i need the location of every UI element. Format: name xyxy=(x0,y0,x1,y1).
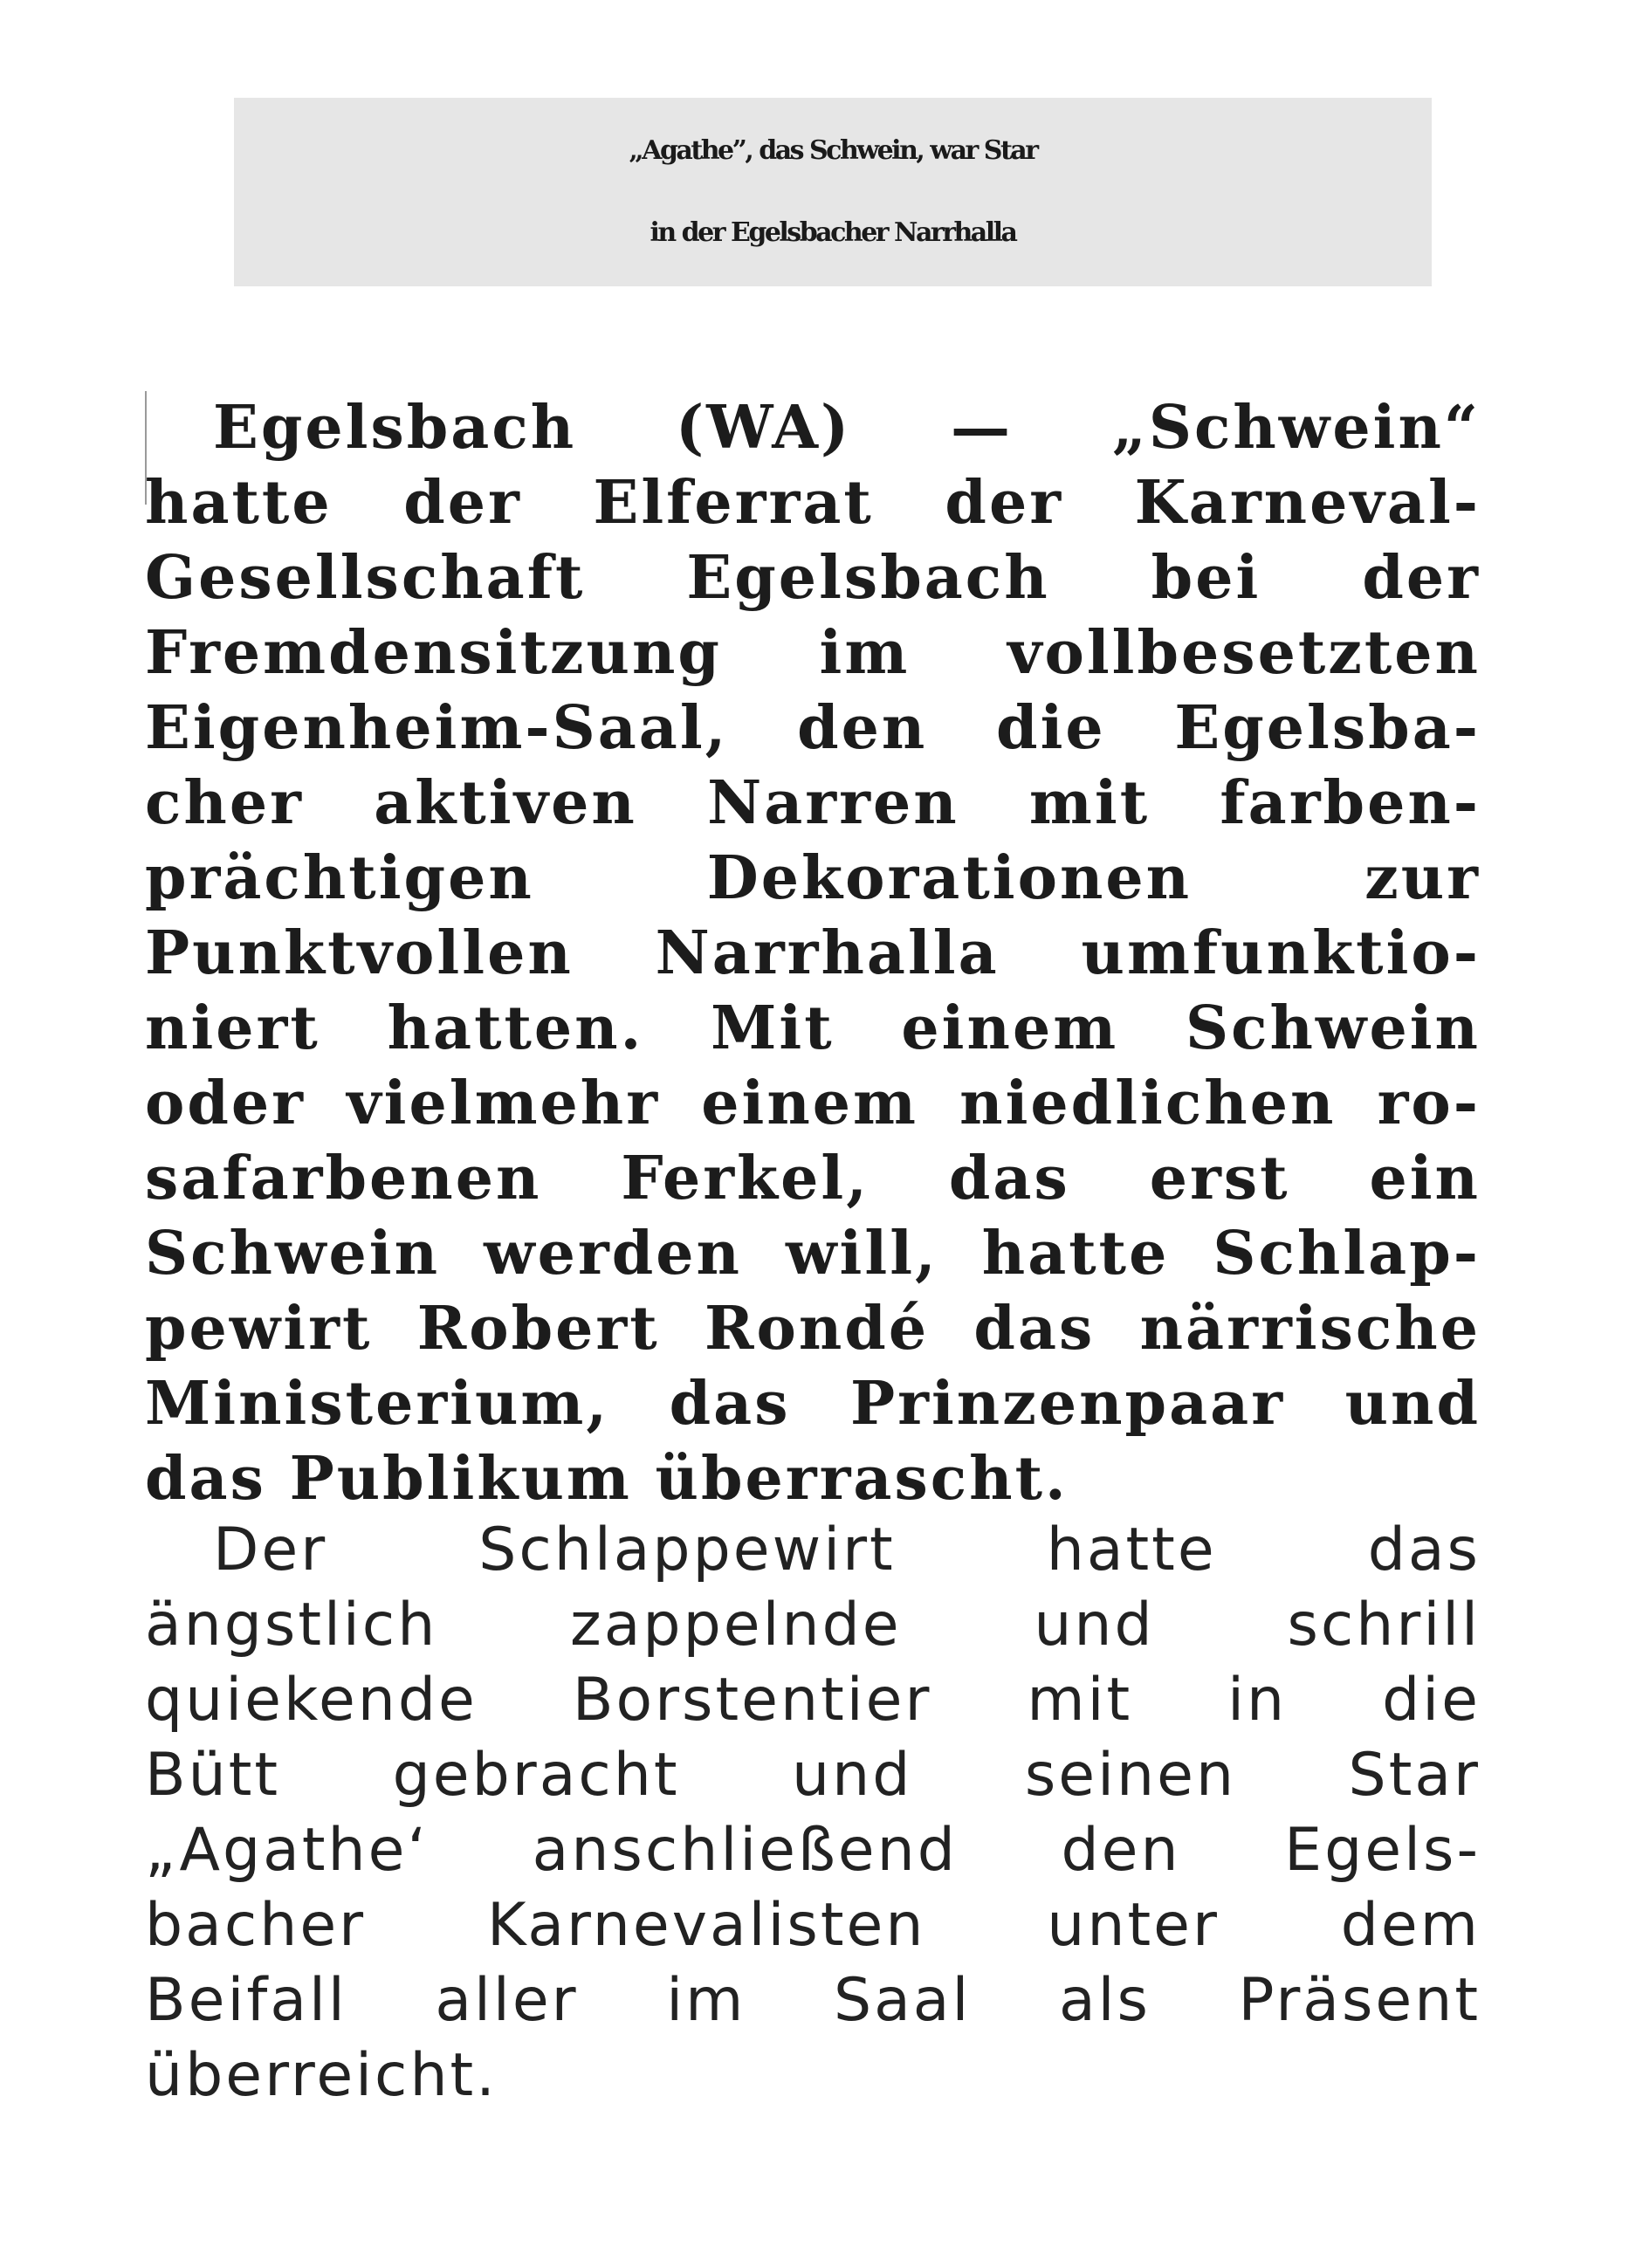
text-line: Gesellschaft Egelsbach bei der xyxy=(145,543,1481,613)
lead-paragraph xyxy=(145,390,1481,1516)
text-line: niert hatten. Mit einem Schwein xyxy=(145,993,1481,1063)
text-line: bacher Karnevalisten unter dem xyxy=(145,1891,1481,1960)
text-line: Eigenheim-Saal, den die Egelsba- xyxy=(145,693,1481,763)
text-line: oder vielmehr einem niedlichen ro- xyxy=(145,1069,1481,1138)
text-line: cher aktiven Narren mit farben- xyxy=(145,768,1481,838)
text-line: Bütt gebracht und seinen Star xyxy=(145,1741,1481,1810)
text-line: überreicht. xyxy=(145,2041,498,2110)
article-headline xyxy=(234,110,1432,274)
text-line: das Publikum überrascht. xyxy=(145,1444,1069,1514)
text-line: hatte der Elferrat der Karneval- xyxy=(145,468,1481,538)
text-line: quiekende Borstentier mit in die xyxy=(145,1666,1481,1735)
headline-line: „Agathe”, das Schwein, war Star xyxy=(629,135,1037,166)
text-line: Schwein werden will, hatte Schlap- xyxy=(145,1219,1481,1289)
text-line: Der Schlappewirt hatte das xyxy=(213,1515,1481,1584)
text-line: Fremdensitzung im vollbesetzten xyxy=(145,618,1481,688)
text-line: Punktvollen Narrhalla umfunktio- xyxy=(145,918,1481,988)
text-line: safarbenen Ferkel, das erst ein xyxy=(145,1144,1481,1213)
text-line: Ministerium, das Prinzenpaar und xyxy=(145,1369,1481,1439)
text-line: Beifall aller im Saal als Präsent xyxy=(145,1966,1481,2035)
body-paragraph xyxy=(145,1513,1481,2113)
text-line: Egelsbach (WA) — „Schwein“ xyxy=(213,393,1481,463)
text-line: prächtigen Dekorationen zur xyxy=(145,843,1481,913)
text-line: „Agathe‘ anschließend den Egels- xyxy=(145,1816,1481,1885)
text-line: pewirt Robert Rondé das närrische xyxy=(145,1294,1481,1364)
text-line: ängstlich zappelnde und schrill xyxy=(145,1591,1481,1660)
headline-box xyxy=(234,98,1432,286)
headline-line: in der Egelsbacher Narrhalla xyxy=(650,217,1016,248)
